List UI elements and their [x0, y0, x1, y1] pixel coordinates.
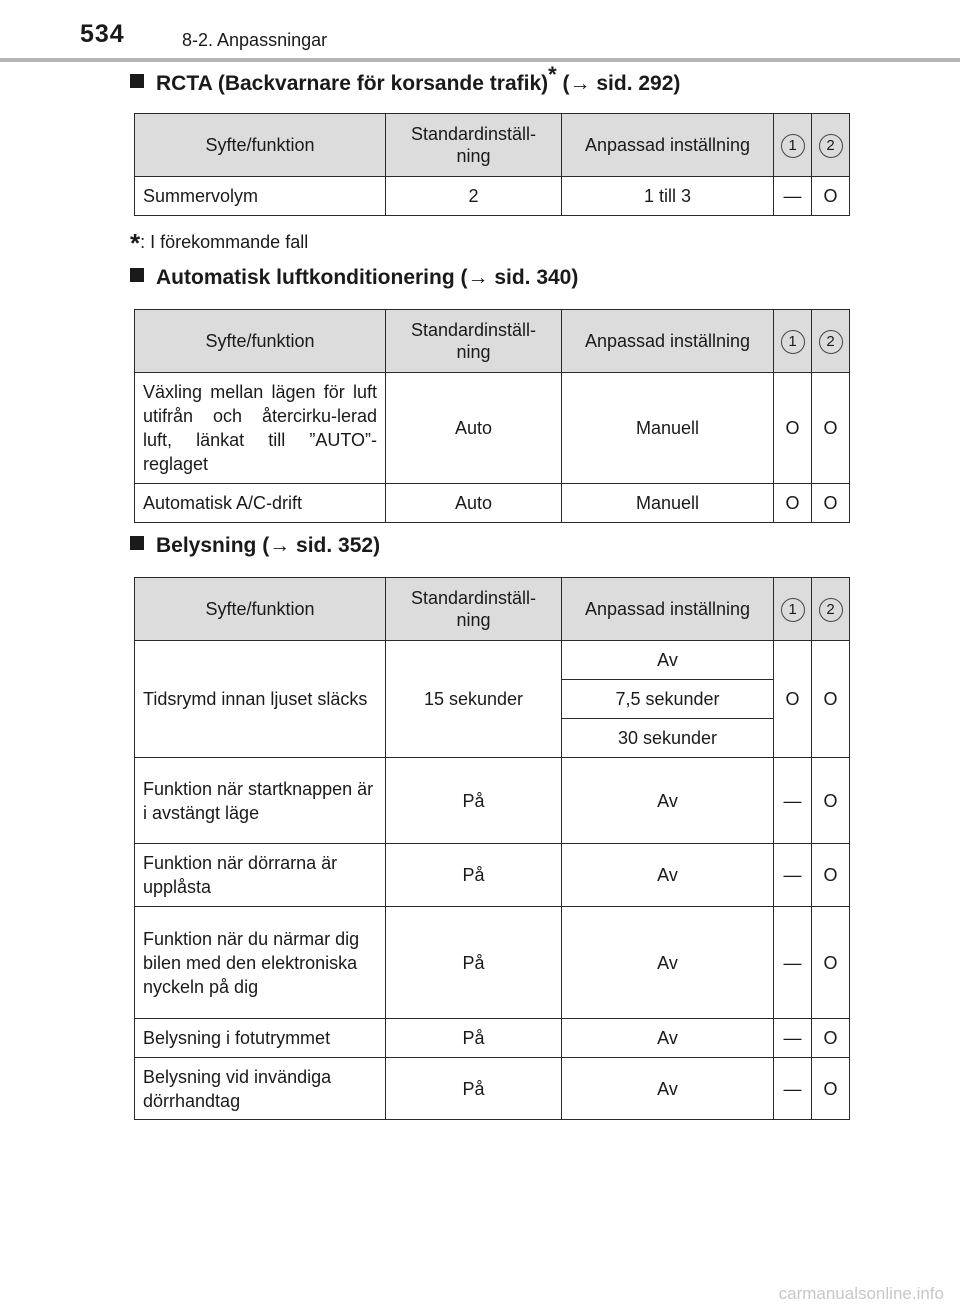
table-row: 7,5 sekunder	[135, 680, 850, 719]
page-reference: (→ sid. 340)	[454, 266, 579, 289]
table-row: Belysning vid invändiga dörrhandtag På Av — O	[135, 1058, 850, 1120]
table-header-row: Syfte/funktion Standardinställ- ning Anpassad inställning 1 2	[135, 310, 850, 373]
table-row: Växling mellan lägen för luft utifrån och återcirku-lerad luft, länkat till ”AUTO”-reglaget Auto Manuell O O	[135, 373, 850, 484]
page-header	[0, 0, 960, 60]
table-row: Summervolym 2 1 till 3 — O	[135, 177, 850, 216]
footnote-marker: *	[548, 62, 557, 87]
table-row: Automatisk A/C-drift Auto Manuell O O	[135, 484, 850, 523]
table-header-row	[135, 114, 850, 177]
table-row: Funktion när dörrarna är upplåsta På Av — O	[135, 844, 850, 907]
header-divider	[0, 58, 960, 62]
header-col-1: 1	[774, 114, 812, 177]
table-row: Funktion när startknappen är i avstängt läge På Av — O	[135, 758, 850, 844]
table-row: Funktion när du närmar dig bilen med den elektroniska nyckeln på dig På Av — O	[135, 907, 850, 1019]
header-col-2: 2	[812, 114, 850, 177]
watermark: carmanualsonline.info	[778, 1284, 944, 1303]
table-header-row: Syfte/funktion Standardinställ- ning Anpassad inställning 1 2	[135, 578, 850, 641]
header-custom: Anpassad inställning	[562, 114, 774, 177]
header-function: Syfte/funktion	[135, 114, 386, 177]
page-number: 534	[80, 20, 125, 48]
page-reference: (→ sid. 352)	[256, 534, 381, 557]
square-bullet-icon	[130, 74, 144, 88]
settings-table-ac	[134, 309, 850, 523]
table-row: Belysning i fotutrymmet På Av — O	[135, 1019, 850, 1058]
square-bullet-icon	[130, 268, 144, 282]
section-title-lighting: Belysning (→ sid. 352)	[130, 534, 380, 558]
settings-table-lighting	[134, 577, 850, 1120]
section-title-ac: Automatisk luftkonditionering (→ sid. 340)	[130, 266, 578, 290]
page-reference: (→ sid. 292)	[556, 72, 681, 95]
header-default: Standardinställ- ning	[386, 114, 562, 177]
footnote: *: I förekommande fall	[130, 228, 309, 258]
table-row: 30 sekunder	[135, 719, 850, 758]
square-bullet-icon	[130, 536, 144, 550]
table-row: Tidsrymd innan ljuset släcks 15 sekunder Av O O	[135, 641, 850, 680]
section-title-rcta: RCTA (Backvarnare för korsande trafik)* (→ sid. 292)	[130, 72, 680, 96]
settings-table-rcta	[134, 113, 850, 216]
chapter-title: 8-2. Anpassningar	[182, 30, 328, 50]
